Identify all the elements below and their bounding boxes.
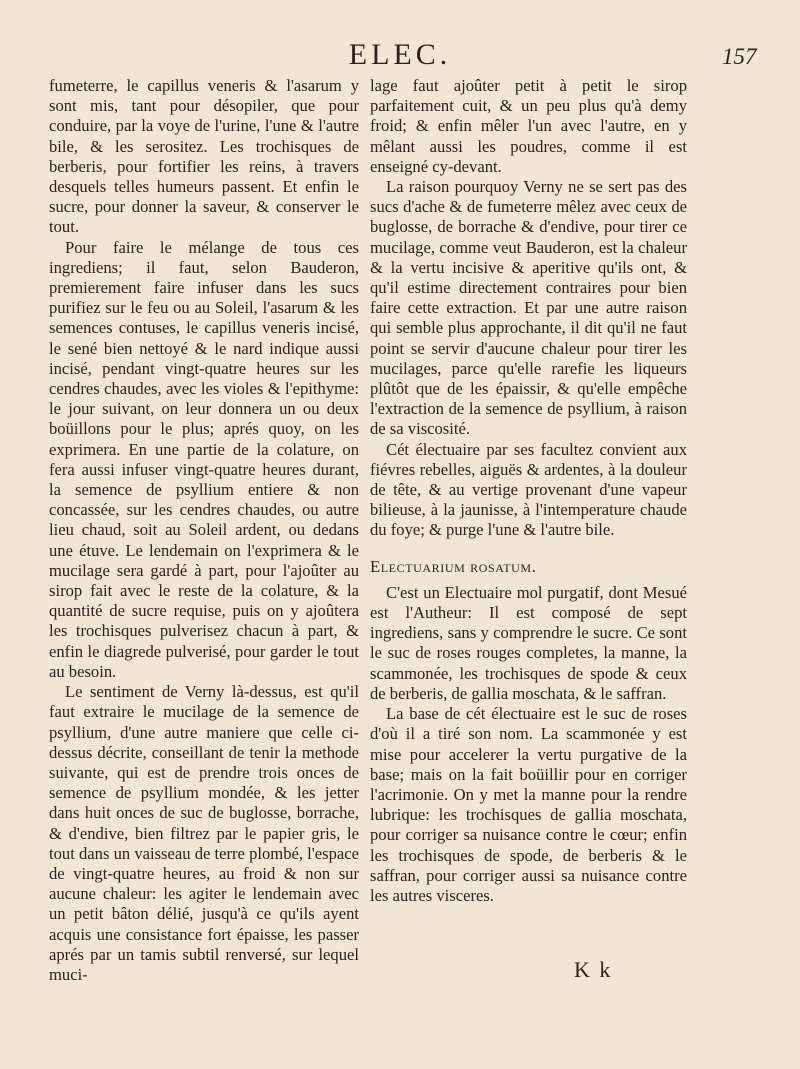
paragraph: C'est un Electuaire mol purgatif, dont Mesué est l'Autheur: Il est composé de sept ingrediens, sans y comprendre le sucre. Ce sont le suc de roses rouges completes, la manne, la scammonée, les trochisques de spode & ceux de berberis, de gallia moschata, & le saffran.	[370, 582, 687, 703]
paragraph: La raison pourquoy Verny ne se sert pas des sucs d'ache & de fumeterre mêlez avec ceux de buglosse, de borrache & d'endive, pour tirer ce mucilage, comme veut Bauderon, est la chaleur & la vertu incisive & aperitive qu'ils ont, & qu'il estime directement contraires pour bien faire cette extraction. Et par une autre raison qui semble plus approchante, il dit qu'il ne faut point se servir d'aucune chaleur pour tirer les mucilages, parce qu'elle rarefie les liqueurs plûtôt que de les épaissir, & qu'elle empêche l'extraction de la semence de psyllium, à raison de sa viscosité.	[370, 177, 687, 439]
page-number: 157	[722, 44, 757, 69]
paragraph: Pour faire le mélange de tous ces ingrediens; il faut, selon Bauderon, premierement faire infuser dans les sucs purifiez sur le feu ou au Soleil, l'asarum & les semences contuses, le capillus veneris incisé, le sené bien nettoyé & le nard indique aussi incisé, pendant vingt-quatre heures sur les cendres chaudes, avec les violes & l'epithyme: le jour suivant, on leur donnera un ou deux boüillons pour le plus; aprés quoy, on les exprimera. En une partie de la colature, on fera aussi infuser vingt-quatre heures durant, la semence de psyllium entiere & non concassée, sur les cendres chaudes, ou autre lieu chaud, soit au Soleil ardent, ou dedans une étuve. Le lendemain on l'exprimera & le mucilage sera gardé à part, pour l'ajoûter au sirop fait avec le reste de la colature, & la quantité de sucre requise, puis on y ajoûtera les trochisques pulverisez chacun à part, & enfin le diagrede pulverisé, pour garder le tout au besoin.	[49, 237, 359, 681]
left-column	[49, 76, 359, 985]
paragraph: lage faut ajoûter petit à petit le sirop parfaitement cuit, & un peu plus qu'à demy froid; & enfin mêler l'un avec l'autre, en y mêlant aussi les poudres, comme il est enseigné cy-devant.	[370, 76, 687, 176]
paragraph: Cét électuaire par ses facultez convient aux fiévres rebelles, aiguës & ardentes, à la douleur de tête, & au vertige provenant d'une vapeur bilieuse, à la jaunisse, à l'intemperature chaude du foye; & purge l'une & l'autre bile.	[370, 439, 687, 540]
right-column	[370, 76, 687, 906]
running-head: ELEC.	[348, 38, 452, 71]
paragraph: fumeterre, le capillus veneris & l'asarum y sont mis, tant pour désopiler, que pour conduire, par la voye de l'urine, l'une & l'autre bile, & les serositez. Les trochisques de berberis, pour fortifier les reins, à travers desquels telles humeurs passent. Et enfin le sucre, pour donner la saveur, & conserver le tout.	[49, 76, 359, 237]
paragraph: Le sentiment de Verny là-dessus, est qu'il faut extraire le mucilage de la semence de psyllium, d'une autre maniere que celle ci-dessus décrite, conseillant de tenir la methode suivante, qui est de prendre trois onces de semence de psyllium mondée, & les jetter dans huit onces de suc de buglosse, borrache, & d'endive, bien filtrez par le papier gris, le tout dans un vaisseau de terre plombé, l'espace de vingt-quatre heures, au froid & non sur aucune chaleur: les agiter le lendemain avec un petit bâton délié, jusqu'à ce qu'ils ayent acquis une consistance fort épaisse, les passer aprés par un tamis subtil renversé, sur lequel muci-	[49, 682, 359, 984]
signature-mark: K k	[574, 957, 613, 982]
paragraph: La base de cét électuaire est le suc de roses d'où il a tiré son nom. La scammonée y est mise pour accelerer la vertu purgative de la base; mais on la fait boüillir pour en corriger l'acrimonie. On y met la manne pour la rendre lubrique: les trochisques de gallia moschata, pour corriger sa nuisance contre le cœur; enfin les trochisques de spode, de berberis & le saffran, pour corriger aussi sa nuisance contre les autres visceres.	[370, 704, 687, 905]
section-heading: Electuarium rosatum.	[370, 556, 537, 576]
